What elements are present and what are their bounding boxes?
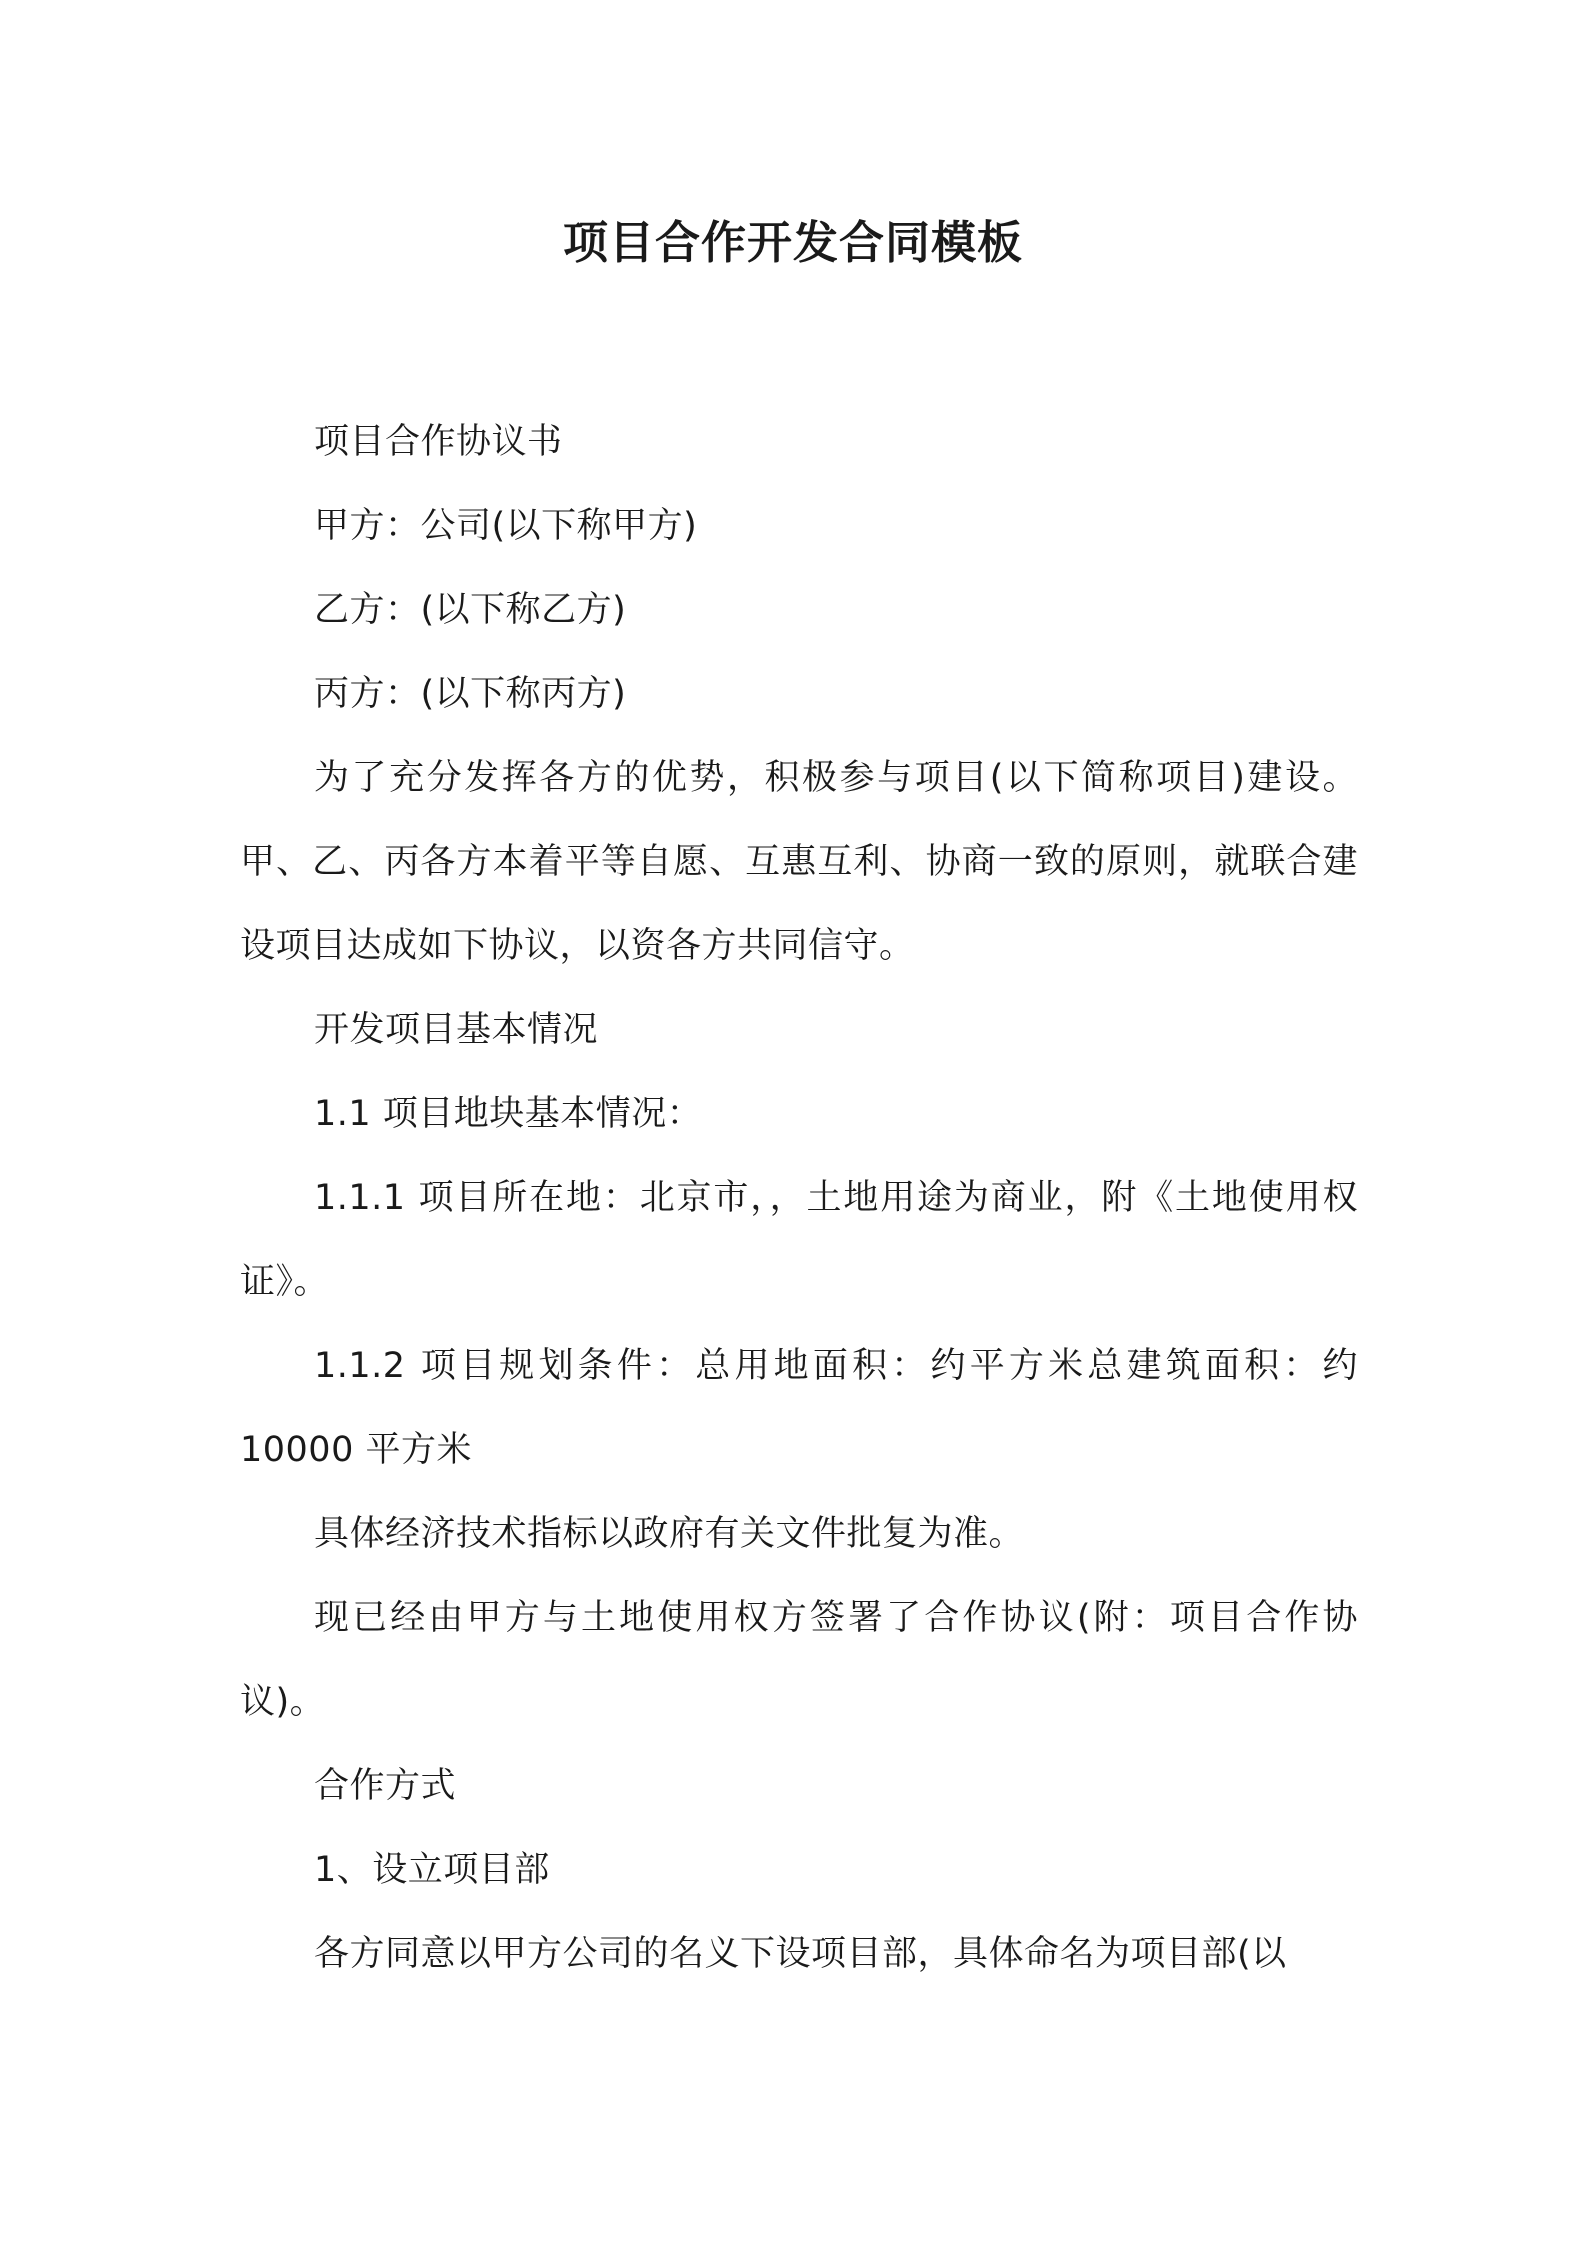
paragraph-party-b: 乙方：(以下称乙方) (314, 590, 627, 630)
section-heading-cooperation-method: 合作方式 (314, 1766, 457, 1806)
paragraph-party-c: 丙方：(以下称丙方) (314, 674, 627, 714)
paragraph-preamble: 为了充分发挥各方的优势，积极参与项目(以下简称项目)建设。甲、乙、丙各方本着平等自愿、互惠互利、协商一致的原则，就联合建设项目达成如下协议，以资各方共同信守。 (240, 758, 1358, 966)
section-heading-project-basics: 开发项目基本情况 (314, 1010, 599, 1050)
clause-1-1: 1.1 项目地块基本情况： (314, 1094, 703, 1134)
clause-setup-project-department: 1、设立项目部 (314, 1850, 550, 1890)
paragraph-agreement-heading: 项目合作协议书 (314, 422, 563, 462)
document-body (240, 400, 1358, 1996)
document-title: 项目合作开发合同模板 (562, 216, 1023, 269)
paragraph-economic-indicators: 具体经济技术指标以政府有关文件批复为准。 (314, 1514, 1025, 1554)
clause-1-1-2: 1.1.2 项目规划条件：总用地面积：约平方米总建筑面积：约 10000 平方米 (240, 1346, 1358, 1470)
clause-1-1-1: 1.1.1 项目所在地：北京市，，土地用途为商业，附《土地使用权证》。 (240, 1178, 1358, 1302)
paragraph-project-department-name: 各方同意以甲方公司的名义下设项目部，具体命名为项目部(以 (314, 1934, 1287, 1974)
paragraph-party-a: 甲方：公司(以下称甲方) (314, 506, 698, 546)
paragraph-cooperation-agreement: 现已经由甲方与土地使用权方签署了合作协议(附：项目合作协议)。 (240, 1598, 1358, 1722)
